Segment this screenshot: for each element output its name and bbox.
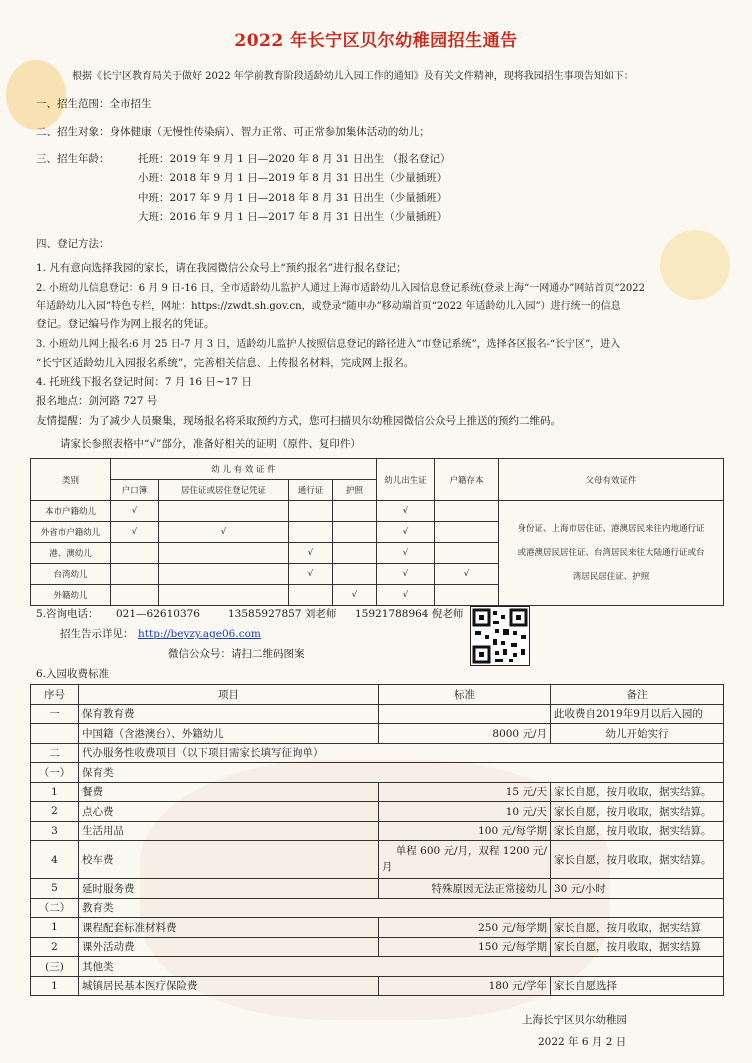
cell: √ bbox=[435, 564, 499, 585]
row-standard: 8000 元/月 bbox=[379, 724, 551, 744]
row-name: 外省市户籍幼儿 bbox=[31, 522, 111, 543]
row-note: 家长自愿，按月收取，据实结算 bbox=[551, 918, 724, 938]
age-xiaoban: 小班：2018 年 9 月 1 日—2019 年 8 月 31 日出生（少量插班） bbox=[138, 172, 448, 184]
header-residence-permit: 居住证或居住登记凭证 bbox=[159, 480, 289, 501]
fee-title: 6.入园收费标准 bbox=[36, 668, 110, 680]
row-no: 4 bbox=[31, 841, 79, 879]
row-standard: 150 元/每学期 bbox=[379, 937, 551, 957]
row-no: （二） bbox=[31, 898, 79, 918]
table-row bbox=[31, 898, 724, 918]
cell bbox=[435, 543, 499, 564]
row-item: 课程配套标准材料费 bbox=[79, 918, 379, 938]
cell: √ bbox=[111, 501, 159, 522]
method-2-line3: 登记。登记编号作为网上报名的凭证。 bbox=[36, 318, 215, 330]
row-note: 家长自愿，按月收取，据实结算。 bbox=[551, 802, 724, 822]
header-no: 序号 bbox=[31, 685, 79, 705]
header-item: 项目 bbox=[79, 685, 379, 705]
row-standard: 特殊原因无法正常接幼儿 bbox=[379, 879, 551, 899]
method-2-line2: 年适龄幼儿入园”特色专栏，网址：https://zwdt.sh.gov.cn，或登录“随申办”移动端首页“2022 年适龄幼儿入园”）进行统一的信息 bbox=[36, 301, 621, 312]
row-name: 台湾幼儿 bbox=[31, 564, 111, 585]
page-title: 2022 年长宁区贝尔幼稚园招生通告 bbox=[234, 31, 518, 51]
section-age-label: 三、招生年龄： bbox=[36, 153, 110, 165]
row-item: 点心费 bbox=[79, 802, 379, 822]
contact-phone-2: 13585927857 刘老师 bbox=[228, 608, 337, 620]
row-no: （一） bbox=[31, 763, 79, 783]
cell: √ bbox=[289, 564, 333, 585]
cell bbox=[333, 543, 377, 564]
table-row bbox=[31, 724, 724, 744]
method-3-line1: 3. 小班幼儿网上报名:6 月 25 日-7 月 3 日，适龄幼儿监护人按照信息登记的路径进入“市登记系统”，选择各区报名-“长宁区”，进入 bbox=[36, 339, 621, 350]
fee-table bbox=[30, 684, 724, 996]
cell: √ bbox=[289, 543, 333, 564]
row-note: 家长自愿选择 bbox=[551, 976, 724, 996]
method-3-line2: “长宁区适龄幼儿入园报名系统”，完善相关信息、上传报名材料，完成网上报名。 bbox=[36, 357, 415, 369]
cell bbox=[333, 522, 377, 543]
row-no: (三) bbox=[31, 957, 79, 977]
table-row bbox=[31, 918, 724, 938]
decoration-balloon bbox=[6, 60, 66, 130]
cell: √ bbox=[333, 585, 377, 606]
header-parent-docs: 父母有效证件 bbox=[499, 459, 724, 501]
row-note: 幼儿开始实行 bbox=[551, 724, 724, 744]
bus-fee-line-1: 单程 600 元/月，双程 1200 元/ bbox=[395, 844, 547, 857]
header-note: 备注 bbox=[551, 685, 724, 705]
row-no: 2 bbox=[31, 937, 79, 957]
cell bbox=[111, 543, 159, 564]
cell bbox=[435, 522, 499, 543]
method-location: 报名地点：剑河路 727 号 bbox=[36, 395, 158, 407]
table-row bbox=[31, 841, 724, 879]
row-note: 家长自愿，按月收取，据实结算。 bbox=[551, 841, 724, 879]
age-zhongban: 中班：2017 年 9 月 1 日—2018 年 8 月 31 日出生（少量插班） bbox=[138, 192, 448, 204]
table-row bbox=[31, 957, 724, 977]
cell: √ bbox=[377, 543, 435, 564]
row-item: 教育类 bbox=[79, 898, 724, 918]
cell bbox=[289, 522, 333, 543]
cell bbox=[159, 543, 289, 564]
table-row bbox=[31, 501, 724, 522]
row-standard bbox=[379, 841, 551, 879]
qr-code-image bbox=[470, 606, 530, 666]
age-daban: 大班：2016 年 9 月 1 日—2017 年 8 月 31 日出生（少量插班） bbox=[138, 211, 448, 223]
row-no: 二 bbox=[31, 743, 79, 763]
table-row bbox=[31, 879, 724, 899]
header-passport: 护照 bbox=[333, 480, 377, 501]
section-scope: 一、招生范围：全市招生 bbox=[36, 98, 152, 110]
age-toban: 托班：2019 年 9 月 1 日—2020 年 8 月 31 日出生 （报名登记） bbox=[138, 153, 451, 165]
contact-label: 5.咨询电话： bbox=[36, 608, 99, 620]
row-name: 外籍幼儿 bbox=[31, 585, 111, 606]
table-row bbox=[31, 763, 724, 783]
cell bbox=[435, 501, 499, 522]
section-method: 四、登记方法： bbox=[36, 238, 110, 250]
method-2-line1: 2. 小班幼儿信息登记：6 月 9 日-16 日，全市适龄幼儿监护人通过上海市适龄幼儿入园信息登记系统(登录上海“一网通办”网站首页“2022 bbox=[36, 283, 645, 294]
header-travel-permit: 通行证 bbox=[289, 480, 333, 501]
bus-fee-line-2: 月 bbox=[382, 860, 393, 873]
row-standard: 180 元/学年 bbox=[379, 976, 551, 996]
intro-text: 根据《长宁区教育局关于做好 2022 年学前教育阶段适龄幼儿入园工作的通知》及有关文件精神，现将我园招生事项告知如下： bbox=[72, 71, 634, 82]
row-name: 本市户籍幼儿 bbox=[31, 501, 111, 522]
row-item: 延时服务费 bbox=[79, 879, 379, 899]
contact-phone-3: 15921788964 倪老师 bbox=[355, 608, 464, 620]
row-note: 家长自愿，按月收取，据实结算。 bbox=[551, 821, 724, 841]
row-item: 餐费 bbox=[79, 782, 379, 802]
website-label: 招生告示详见： bbox=[60, 628, 134, 640]
cell: √ bbox=[159, 522, 289, 543]
row-note: 家长自愿，按月收取，据实结算 bbox=[551, 937, 724, 957]
row-note: 30 元/小时 bbox=[551, 879, 724, 899]
table-row bbox=[31, 821, 724, 841]
row-standard bbox=[379, 704, 551, 724]
header-valid-docs: 幼 儿 有 效 证 件 bbox=[111, 459, 377, 480]
row-item: 城镇居民基本医疗保险费 bbox=[79, 976, 379, 996]
row-name: 港、澳幼儿 bbox=[31, 543, 111, 564]
parent-docs-line: 湾居民居住证、护照 bbox=[572, 572, 650, 582]
documents-table bbox=[30, 458, 724, 606]
signature-date: 2022 年 6 月 2 日 bbox=[538, 1036, 627, 1048]
cell bbox=[159, 564, 289, 585]
method-4: 4. 托班线下报名登记时间：7 月 16 日~17 日 bbox=[36, 376, 252, 388]
row-item: 中国籍（含港澳台）、外籍幼儿 bbox=[79, 724, 379, 744]
header-hukou-book: 户口簿 bbox=[111, 480, 159, 501]
row-no: 1 bbox=[31, 976, 79, 996]
table-row bbox=[31, 782, 724, 802]
row-note: 此收费自2019年9月以后入园的 bbox=[551, 704, 724, 724]
cell: √ bbox=[377, 501, 435, 522]
contact-phone-1: 021—62610376 bbox=[116, 608, 200, 620]
cell: √ bbox=[377, 522, 435, 543]
cell bbox=[289, 501, 333, 522]
section-target: 二、招生对象：身体健康（无慢性传染病）、智力正常、可正常参加集体活动的幼儿； bbox=[36, 126, 430, 138]
cell bbox=[333, 501, 377, 522]
row-item: 课外活动费 bbox=[79, 937, 379, 957]
table-row bbox=[31, 743, 724, 763]
row-no: 2 bbox=[31, 802, 79, 822]
website-link[interactable]: http://beyzy.age06.com bbox=[138, 628, 261, 640]
cell: √ bbox=[377, 585, 435, 606]
row-no: 5 bbox=[31, 879, 79, 899]
header-hukou: 户籍存本 bbox=[435, 459, 499, 501]
cell: √ bbox=[111, 522, 159, 543]
row-item: 生活用品 bbox=[79, 821, 379, 841]
cell bbox=[333, 564, 377, 585]
cell bbox=[159, 501, 289, 522]
table-row bbox=[31, 976, 724, 996]
row-item: 保育类 bbox=[79, 763, 724, 783]
wechat-text: 微信公众号：请扫二维码图案 bbox=[168, 648, 305, 660]
table-note: 请家长参照表格中“√”部分，准备好相关的证明（原件、复印件） bbox=[60, 438, 361, 450]
reminder: 友情提醒：为了减少人员聚集，现场报名将采取预约方式，您可扫描贝尔幼稚园微信公众号上推送的预约二维码。 bbox=[36, 415, 561, 427]
row-no: 1 bbox=[31, 782, 79, 802]
row-standard: 15 元/天 bbox=[379, 782, 551, 802]
parent-docs-line: 身份证、上海市居住证、港澳居民来往内地通行证 bbox=[517, 524, 705, 534]
cell bbox=[159, 585, 289, 606]
table-row bbox=[31, 704, 724, 724]
header-category: 类别 bbox=[31, 459, 111, 501]
row-note: 家长自愿，按月收取，据实结算。 bbox=[551, 782, 724, 802]
row-standard: 100 元/每学期 bbox=[379, 821, 551, 841]
header-birth-cert: 幼儿出生证 bbox=[377, 459, 435, 501]
table-row bbox=[31, 802, 724, 822]
parent-docs-cell bbox=[499, 501, 724, 606]
cell bbox=[111, 585, 159, 606]
row-item: 代办服务性收费项目（以下项目需家长填写征询单） bbox=[79, 743, 724, 763]
table-row bbox=[31, 937, 724, 957]
row-standard: 10 元/天 bbox=[379, 802, 551, 822]
cell bbox=[435, 585, 499, 606]
row-no: 3 bbox=[31, 821, 79, 841]
row-no: 1 bbox=[31, 918, 79, 938]
parent-docs-line: 或港澳居民居住证、台湾居民来往大陆通行证或台 bbox=[517, 548, 705, 558]
header-standard: 标准 bbox=[379, 685, 551, 705]
row-item: 校车费 bbox=[79, 841, 379, 879]
cell: √ bbox=[377, 564, 435, 585]
row-item: 其他类 bbox=[79, 957, 724, 977]
cell bbox=[289, 585, 333, 606]
decoration-sun bbox=[660, 230, 730, 300]
cell bbox=[111, 564, 159, 585]
signature-org: 上海长宁区贝尔幼稚园 bbox=[522, 1014, 627, 1026]
method-1: 1. 凡有意向选择我园的家长，请在我园微信公众号上“预约报名”进行报名登记； bbox=[36, 262, 407, 274]
row-no: 一 bbox=[31, 704, 79, 724]
row-no bbox=[31, 724, 79, 744]
row-item: 保育教育费 bbox=[79, 704, 379, 724]
qr-code-icon bbox=[471, 607, 529, 665]
row-standard: 250 元/每学期 bbox=[379, 918, 551, 938]
